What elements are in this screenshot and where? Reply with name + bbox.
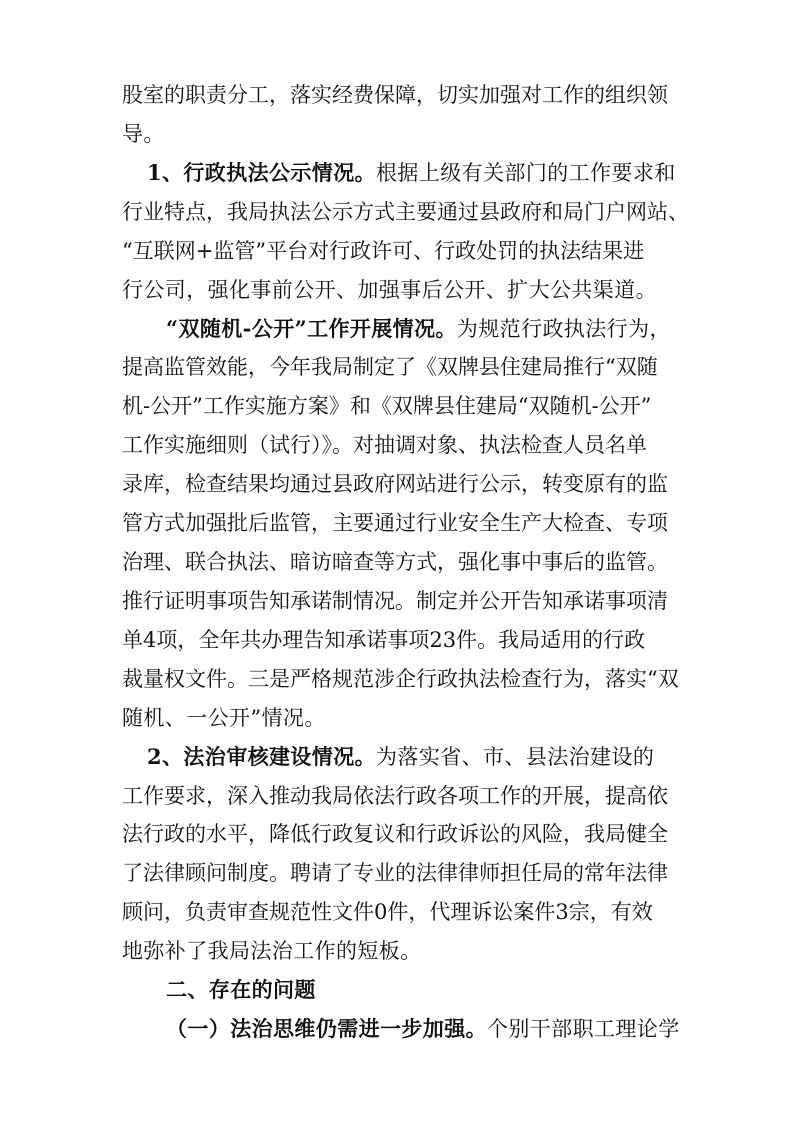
body-line: 法行政的水平，降低行政复议和行政诉讼的风险，我局健全 <box>122 822 668 846</box>
body-line: 随机、一公开”情况。 <box>122 706 326 730</box>
body-line: 单4项，全年共办理告知承诺事项23件。我局适用的行政 <box>122 628 646 652</box>
body-line: 裁量权文件。三是严格规范涉企行政执法检查行为，落实“双 <box>122 667 679 691</box>
body-line: 了法律顾问制度。聘请了专业的法律律师担任局的常年法律 <box>122 861 668 885</box>
body-line: 治理、联合执法、暗访暗查等方式，强化事中事后的监管。 <box>122 550 668 574</box>
body-line: 行业特点，我局执法公示方式主要通过县政府和局门户网站、 <box>122 200 689 224</box>
body-line: “互联网+监管”平台对行政许可、行政处罚的执法结果进 <box>122 239 645 263</box>
body-line: 机-公开”工作实施方案》和《双牌县住建局“双随机-公开” <box>122 394 652 418</box>
body-line: 管方式加强批后监管，主要通过行业安全生产大检查、专项 <box>122 511 668 535</box>
chapter-heading: 二、存在的问题 <box>166 977 316 1002</box>
body-line: 地弥补了我局法治工作的短板。 <box>122 939 422 963</box>
subsection-heading: “双随机-公开”工作开展情况。为规范行政执法行为， <box>166 316 671 341</box>
body-line: 行公司，强化事前公开、加强事后公开、扩大公共渠道。 <box>122 278 657 302</box>
body-line: 顾问，负责审查规范性文件0件，代理诉讼案件3宗，有效 <box>122 900 653 924</box>
body-line: 导。 <box>122 122 165 146</box>
body-line: 推行证明事项告知承诺制情况。制定并公开告知承诺事项清 <box>122 589 668 613</box>
subsection-heading: （一）法治思维仍需进一步加强。个别干部职工理论学 <box>166 1016 680 1041</box>
section-heading-1: 1、行政执法公示情况。根据上级有关部门的工作要求和 <box>147 160 676 185</box>
body-line: 工作实施细则（试行）》。对抽调对象、执法检查人员名单 <box>122 433 647 457</box>
body-line: 录库，检查结果均通过县政府网站进行公示，转变原有的监 <box>122 472 668 496</box>
section-heading-2: 2、法治审核建设情况。为落实省、市、县法治建设的 <box>147 744 655 769</box>
body-line: 提高监管效能，今年我局制定了《双牌县住建局推行“双随 <box>122 355 658 379</box>
body-line: 工作要求，深入推动我局依法行政各项工作的开展，提高依 <box>122 784 668 808</box>
body-line: 股室的职责分工，落实经费保障，切实加强对工作的组织领 <box>122 83 668 107</box>
